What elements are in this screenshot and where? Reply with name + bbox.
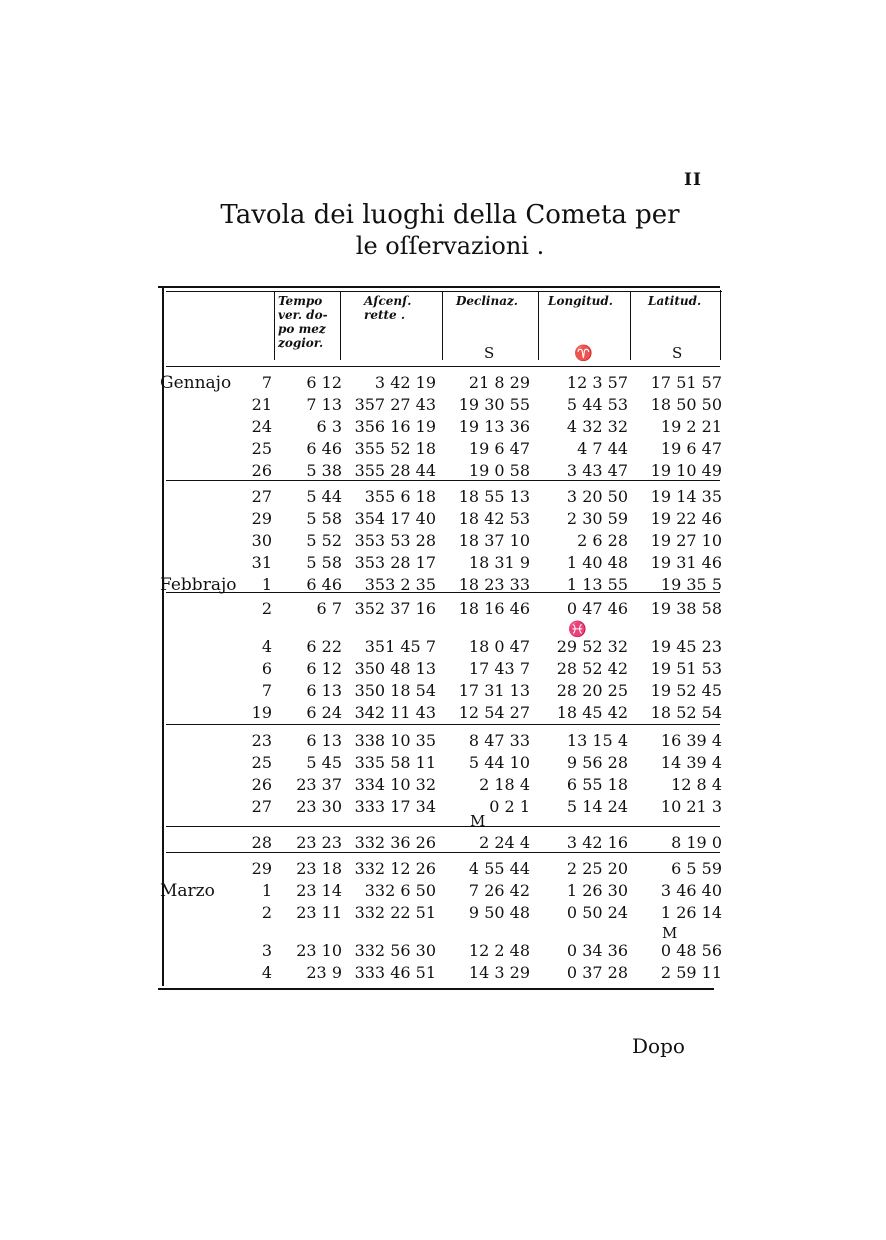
cell-day: 2 [261,599,272,618]
cell-tempo: 6 46 [306,439,342,458]
cell-asc: 3 42 19 [374,373,436,392]
cell-month: Febbrajo [160,575,237,595]
sign-longitudine: ♈ [574,344,593,362]
cell-lat: 19 6 47 [660,439,722,458]
cell-tempo: 23 11 [296,903,342,922]
cell-dec: 4 55 44 [468,859,530,878]
cell-tempo: 5 38 [306,461,342,480]
cell-lat: 1 26 14 [660,903,722,922]
cell-lon: 0 50 24 [566,903,628,922]
group-rule [166,592,720,593]
sign-row [158,922,720,944]
cell-tempo: 6 3 [316,417,342,436]
cell-lon: 4 7 44 [577,439,628,458]
cell-asc: 353 53 28 [354,531,436,550]
cell-tempo: 5 58 [306,509,342,528]
cell-day: 28 [251,833,272,852]
cell-dec: 19 13 36 [458,417,530,436]
cell-tempo: 6 22 [306,637,342,656]
sign-declinazione: S [484,344,495,362]
cell-lon: 2 6 28 [577,531,628,550]
cell-lon: 2 25 20 [566,859,628,878]
cell-dec: 19 30 55 [458,395,530,414]
table-row [158,752,720,774]
cell-lat: 16 39 4 [660,731,722,750]
catchword: Dopo [632,1034,685,1058]
cell-lat: 19 31 46 [650,553,722,572]
cell-lon: 9 56 28 [566,753,628,772]
cell-lat: 19 27 10 [650,531,722,550]
cell-lat: 17 51 57 [650,373,722,392]
cell-day: 1 [261,575,272,594]
cell-tempo: 23 23 [296,833,342,852]
cell-asc: 342 11 43 [354,703,436,722]
cell-dec: 18 23 33 [458,575,530,594]
cell-dec: 18 42 53 [458,509,530,528]
table-row [158,774,720,796]
column-rule [720,290,721,360]
cell-asc: 357 27 43 [354,395,436,414]
cell-dec: 21 8 29 [468,373,530,392]
cell-lon: 2 30 59 [566,509,628,528]
cell-tempo: 6 46 [306,575,342,594]
cell-asc: 353 28 17 [354,553,436,572]
cell-asc: 332 22 51 [354,903,436,922]
cell-lon: 1 13 55 [566,575,628,594]
group-rule [166,480,720,481]
cell-day: 23 [251,731,272,750]
cell-lon: 6 55 18 [566,775,628,794]
cell-day: 25 [251,439,272,458]
cell-tempo: 6 13 [306,681,342,700]
cell-tempo: 5 44 [306,487,342,506]
cell-dec: 17 31 13 [458,681,530,700]
cell-asc: 332 36 26 [354,833,436,852]
cell-lat: 12 8 4 [671,775,722,794]
cell-day: 3 [261,941,272,960]
cell-day: 26 [251,461,272,480]
cell-asc: 356 16 19 [354,417,436,436]
cell-lon: 0 34 36 [566,941,628,960]
cell-asc: 350 18 54 [354,681,436,700]
cell-day: 25 [251,753,272,772]
table-row [158,902,720,924]
cell-lat: 6 5 59 [671,859,722,878]
cell-tempo: 5 52 [306,531,342,550]
table-row [158,416,720,438]
sign-change-marker: M [662,924,678,942]
cell-dec: 18 31 9 [468,553,530,572]
cell-dec: 2 18 4 [479,775,530,794]
cell-lat: 18 52 54 [650,703,722,722]
table-row [158,880,720,902]
cell-lon: 28 52 42 [556,659,628,678]
cell-asc: 351 45 7 [364,637,436,656]
cell-tempo: 6 24 [306,703,342,722]
cell-lat: 19 35 5 [660,575,722,594]
table-row [158,530,720,552]
table-top-rule [158,286,720,288]
sign-change-marker: ♓ [568,620,587,638]
cell-asc: 332 6 50 [364,881,436,900]
cell-dec: 8 47 33 [468,731,530,750]
header-declinazione: Declinaz. [456,294,518,308]
table-row [158,438,720,460]
cell-lon: 3 42 16 [566,833,628,852]
cell-day: 1 [261,881,272,900]
table-row [158,680,720,702]
table-row [158,962,720,984]
table-bottom-rule [158,988,714,990]
cell-month: Gennajo [160,373,232,393]
cell-tempo: 23 14 [296,881,342,900]
sign-change-marker: M [470,812,486,830]
cell-dec: 5 44 10 [468,753,530,772]
cell-asc: 335 58 11 [354,753,436,772]
table-title: Tavola dei luoghi della Cometa per [220,200,680,230]
column-rule [538,292,539,360]
column-rule [630,292,631,360]
cell-lat: 10 21 3 [660,797,722,816]
table-row [158,486,720,508]
cell-dec: 12 54 27 [458,703,530,722]
cell-day: 4 [261,637,272,656]
cell-lat: 0 48 56 [660,941,722,960]
cell-day: 21 [251,395,272,414]
sign-row [158,618,720,640]
cell-asc: 355 28 44 [354,461,436,480]
cell-asc: 350 48 13 [354,659,436,678]
sign-row [158,810,720,832]
cell-tempo: 23 10 [296,941,342,960]
cell-lon: 18 45 42 [556,703,628,722]
table-row [158,658,720,680]
cell-lon: 5 14 24 [566,797,628,816]
cell-lat: 8 19 0 [671,833,722,852]
cell-lat: 19 51 53 [650,659,722,678]
header-longitudine: Longitud. [548,294,613,308]
header-ascensione: Aſcenſ. rette . [364,294,412,322]
cell-day: 30 [251,531,272,550]
cell-tempo: 6 12 [306,659,342,678]
cell-dec: 14 3 29 [468,963,530,982]
cell-lon: 4 32 32 [566,417,628,436]
cell-day: 29 [251,509,272,528]
cell-lon: 0 47 46 [566,599,628,618]
cell-asc: 332 12 26 [354,859,436,878]
cell-asc: 332 56 30 [354,941,436,960]
cell-tempo: 6 12 [306,373,342,392]
page-number: II [684,170,702,190]
group-rule [166,724,720,725]
table-row [158,508,720,530]
cell-lon: 13 15 4 [566,731,628,750]
cell-lat: 14 39 4 [660,753,722,772]
table-subtitle: le oſſervazioni . [355,232,545,260]
header-latitudine: Latitud. [648,294,702,308]
cell-asc: 354 17 40 [354,509,436,528]
cell-day: 6 [261,659,272,678]
cell-asc: 334 10 32 [354,775,436,794]
table-row [158,832,720,854]
table-row [158,702,720,724]
header-tempo: Tempo ver. do- po mez zogior. [278,294,328,350]
column-rule [274,292,275,360]
cell-day: 7 [261,681,272,700]
cell-lon: 3 43 47 [566,461,628,480]
cell-lon: 1 40 48 [566,553,628,572]
cell-dec: 7 26 42 [468,881,530,900]
cell-lat: 3 46 40 [660,881,722,900]
cell-dec: 18 0 47 [468,637,530,656]
header-bottom-rule [166,366,720,367]
cell-tempo: 7 13 [306,395,342,414]
table-row [158,460,720,482]
cell-lat: 19 10 49 [650,461,722,480]
table-row [158,372,720,394]
cell-lon: 12 3 57 [566,373,628,392]
cell-lat: 19 22 46 [650,509,722,528]
table-row [158,598,720,620]
column-rule [442,292,443,360]
cell-day: 29 [251,859,272,878]
cell-day: 26 [251,775,272,794]
cell-lon: 3 20 50 [566,487,628,506]
cell-dec: 17 43 7 [468,659,530,678]
cell-month: Marzo [160,881,215,901]
table-row [158,858,720,880]
cell-dec: 0 2 1 [489,797,530,816]
cell-asc: 355 52 18 [354,439,436,458]
cell-lat: 2 59 11 [660,963,722,982]
cell-dec: 12 2 48 [468,941,530,960]
sign-latitudine: S [672,344,683,362]
table-row [158,730,720,752]
cell-asc: 352 37 16 [354,599,436,618]
cell-asc: 338 10 35 [354,731,436,750]
table-header-rule [166,291,722,292]
cell-lat: 18 50 50 [650,395,722,414]
cell-day: 19 [251,703,272,722]
cell-day: 27 [251,487,272,506]
cell-tempo: 23 18 [296,859,342,878]
cell-lat: 19 45 23 [650,637,722,656]
cell-dec: 18 16 46 [458,599,530,618]
cell-tempo: 5 58 [306,553,342,572]
cell-tempo: 23 30 [296,797,342,816]
cell-tempo: 6 7 [316,599,342,618]
cell-day: 2 [261,903,272,922]
cell-lat: 19 38 58 [650,599,722,618]
cell-asc: 333 46 51 [354,963,436,982]
cell-lon: 1 26 30 [566,881,628,900]
cell-tempo: 23 37 [296,775,342,794]
cell-dec: 9 50 48 [468,903,530,922]
cell-lon: 28 20 25 [556,681,628,700]
cell-dec: 19 6 47 [468,439,530,458]
cell-lat: 19 14 35 [650,487,722,506]
table-row [158,394,720,416]
cell-lat: 19 52 45 [650,681,722,700]
cell-day: 4 [261,963,272,982]
cell-lat: 19 2 21 [660,417,722,436]
cell-day: 24 [251,417,272,436]
cell-dec: 2 24 4 [479,833,530,852]
cell-dec: 18 37 10 [458,531,530,550]
cell-lon: 5 44 53 [566,395,628,414]
group-rule [166,852,720,853]
cell-asc: 353 2 35 [364,575,436,594]
cell-tempo: 5 45 [306,753,342,772]
cell-dec: 19 0 58 [468,461,530,480]
cell-day: 31 [251,553,272,572]
cell-lon: 0 37 28 [566,963,628,982]
cell-asc: 333 17 34 [354,797,436,816]
cell-tempo: 23 9 [306,963,342,982]
table-row [158,552,720,574]
cell-day: 7 [261,373,272,392]
cell-tempo: 6 13 [306,731,342,750]
cell-asc: 355 6 18 [364,487,436,506]
cell-lon: 29 52 32 [556,637,628,656]
cell-dec: 18 55 13 [458,487,530,506]
cell-day: 27 [251,797,272,816]
column-rule [340,292,341,360]
